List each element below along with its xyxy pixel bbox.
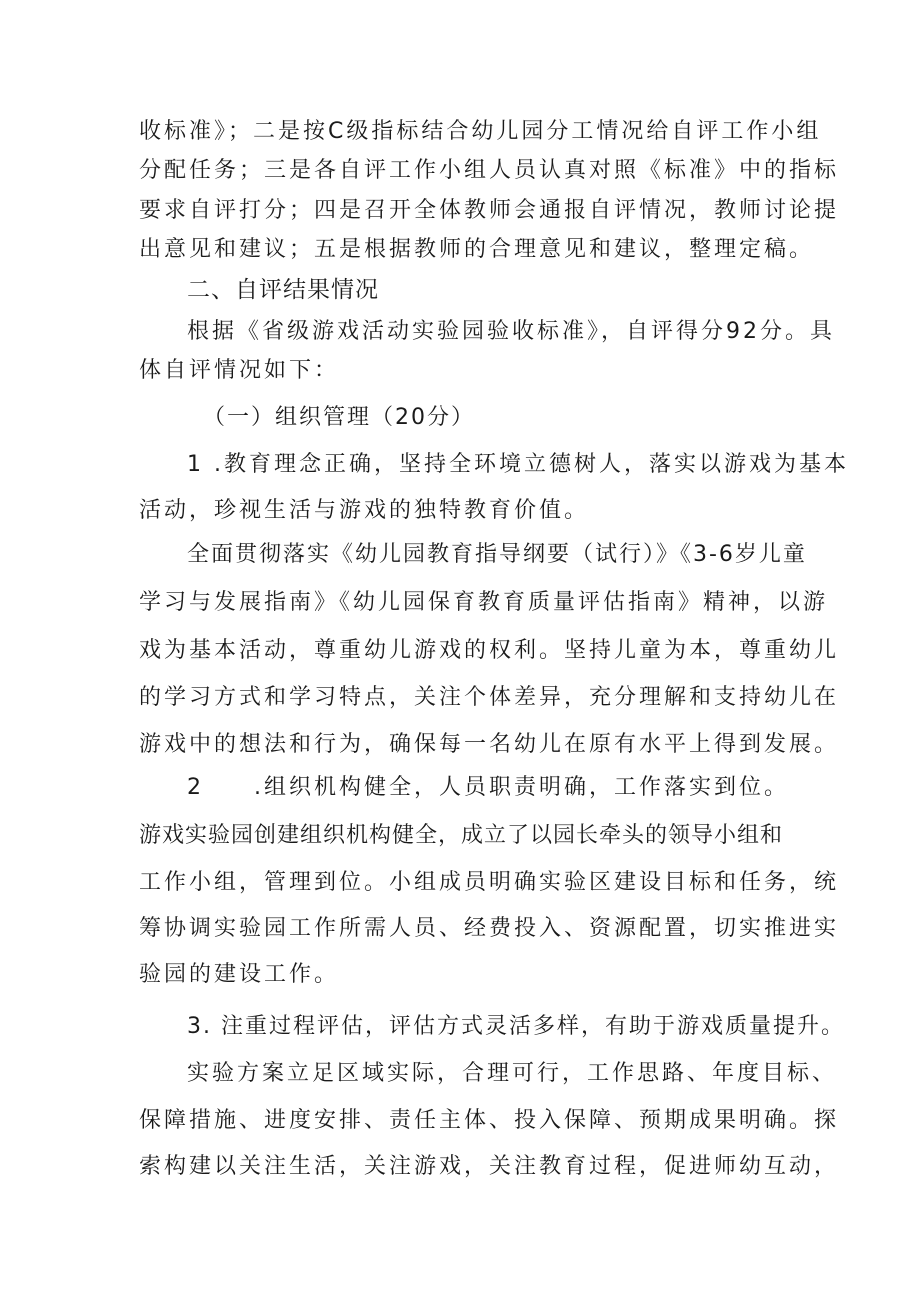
text-line: 游戏实验园创建组织机构健全，成立了以园长牵头的领导小组和 [139,823,784,848]
text-line: 索构建以关注生活，关注游戏，关注教育过程，促进师幼互动， [139,1154,840,1179]
text-line: 出意见和建议；五是根据教师的合理意见和建议，整理定稿。 [139,237,815,262]
text-line: 验园的建设工作。 [139,962,340,987]
text-line: 实验方案立足区域实际，合理可行，工作思路、年度目标、 [187,1061,838,1086]
text-line: 要求自评打分；四是召开全体教师会通报自评情况，教师讨论提 [139,198,840,223]
text-line: 体自评情况如下： [139,358,340,383]
text-line: 筹协调实验园工作所需人员、经费投入、资源配置，切实推进实 [139,916,840,941]
text-line: 的学习方式和学习特点，关注个体差异，充分理解和支持幼儿在 [139,685,840,710]
text-line: 3. 注重过程评估，评估方式灵活多样，有助于游戏质量提升。 [187,1014,845,1039]
section-heading: 二、自评结果情况 [187,277,379,303]
text-line: 工作小组，管理到位。小组成员明确实验区建设目标和任务，统 [139,870,840,895]
text-line: 学习与发展指南》《幼儿园保育教育质量评估指南》精神，以游 [139,590,829,615]
text-line: 收标准》；二是按C级指标结合幼儿园分工情况给自评工作小组 [139,119,822,144]
text-line: 戏为基本活动，尊重幼儿游戏的权利。坚持儿童为本，尊重幼儿 [139,638,840,663]
text-line: 根据《省级游戏活动实验园验收标准》，自评得分92分。具 [187,319,835,344]
text-line: 保障措施、进度安排、责任主体、投入保障、预期成果明确。探 [139,1108,840,1133]
text-line: 1 .教育理念正确，坚持全环境立德树人，落实以游戏为基本 [187,452,849,477]
subsection-heading: （一）组织管理（20分） [203,405,475,430]
text-line: 分配任务；三是各自评工作小组人员认真对照《标准》中的指标 [139,158,840,183]
text-line: 游戏中的想法和行为，确保每一名幼儿在原有水平上得到发展。 [139,732,840,757]
text-line: 活动，珍视生活与游戏的独特教育价值。 [139,498,590,523]
text-line: 全面贯彻落实《幼儿园教育指导纲要（试行）》《3-6岁儿童 [187,542,807,567]
text-line: 2 .组织机构健全，人员职责明确，工作落实到位。 [187,775,789,800]
